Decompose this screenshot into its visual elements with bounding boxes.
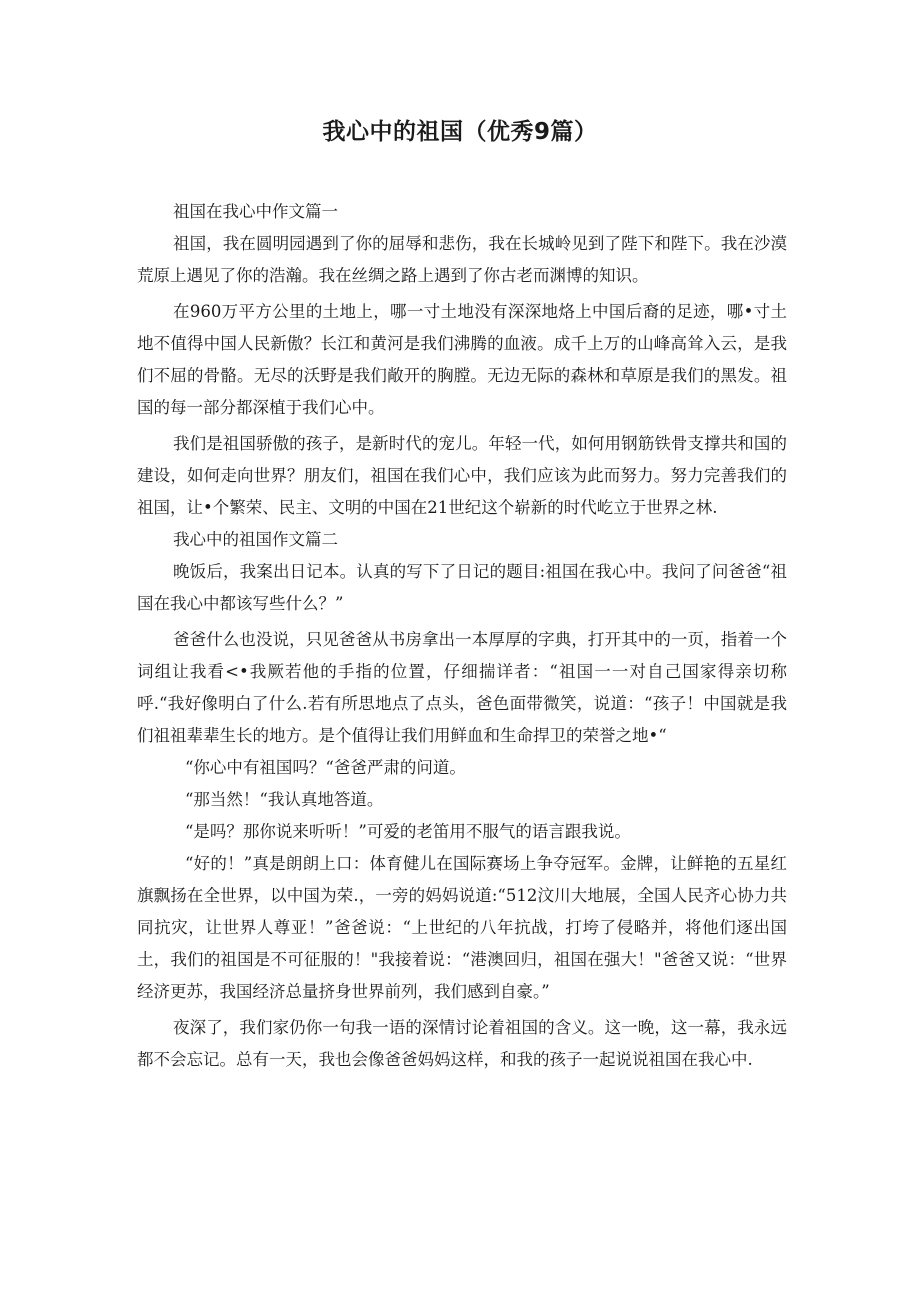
paragraph: 爸爸什么也没说，只见爸爸从书房拿出一本厚厚的字典，打开其中的一页，指着一个词组让我看<•我厥若他的手指的位置，仔细揣详者：“祖国一一对自己国家得亲切称呼.“我好像明白了什么.若有所思地点了点头，爸色面带微笑，说道：“孩子！中国就是我们祖祖辈辈生长的地方。是个值得让我们用鲜血和生命捍卫的荣誉之地•“ [137, 630, 787, 745]
document-title: 我心中的祖国（优秀9篇） [322, 119, 598, 145]
document-body [137, 196, 787, 1076]
paragraph: 夜深了，我们家仍你一句我一语的深情讨论着祖国的含义。这一晚，这一幕，我永远都不会忘记。总有一天，我也会像爸爸妈妈这样，和我的孩子一起说说祖国在我心中. [137, 1018, 787, 1069]
dialog-paragraph: “好的！”真是朗朗上口：体育健儿在国际赛场上争夺冠军。金牌，让鲜艳的五星红旗飘扬在全世界，以中国为荣.，一旁的妈妈说道:“512汶川大地展，全国人民齐心协力共同抗灾，让世界人尊亚！”爸爸说：“上世纪的八年抗战，打垮了侵略并，将他们逐出国土，我们的祖国是不可征服的！"我接着说：“港澳回归，祖国在强大！"爸爸又说：“世界经济更苏，我国经济总量挤身世界前列，我们感到自豪。” [137, 854, 787, 1001]
paragraph: 我们是祖国骄傲的孩子，是新时代的宠儿。年轻一代，如何用钢筋铁骨支撑共和国的建设，如何走向世界？朋友们，祖国在我们心中，我们应该为此而努力。努力完善我们的祖国，让•个繁荣、民主、文明的中国在21世纪这个崭新的时代屹立于世界之林. [137, 434, 787, 517]
paragraph: 在960万平方公里的土地上，哪一寸土地没有深深地烙上中国后裔的足迹，哪•寸土地不值得中国人民新傲？长江和黄河是我们沸腾的血液。成千上万的山峰高耸入云，是我们不屈的骨骼。无尽的沃野是我们敞开的胸膛。无边无际的森林和草原是我们的黑发。祖国的每一部分都深植于我们心中。 [137, 302, 787, 417]
section-heading-1: 祖国在我心中作文篇一 [173, 202, 338, 221]
dialog-paragraph: “你心中有祖国吗？“爸爸严肃的问道。 [185, 758, 466, 777]
paragraph: 晚饭后，我案出日记本。认真的写下了日记的题目:祖国在我心中。我问了问爸爸“祖国在我心中都该写些什么？” [137, 562, 787, 613]
dialog-paragraph: “是吗？那你说来听听！”可爱的老笛用不服气的语言跟我说。 [185, 822, 631, 841]
section-heading-2: 我心中的祖国作文篇二 [173, 530, 338, 549]
dialog-paragraph: “那当然！“我认真地答道。 [185, 790, 384, 809]
paragraph: 祖国，我在圆明园遇到了你的屈辱和悲伤，我在长城岭见到了陛下和陛下。我在沙漠荒原上遇见了你的浩瀚。我在丝绸之路上遇到了你古老而渊博的知识。 [137, 234, 787, 285]
